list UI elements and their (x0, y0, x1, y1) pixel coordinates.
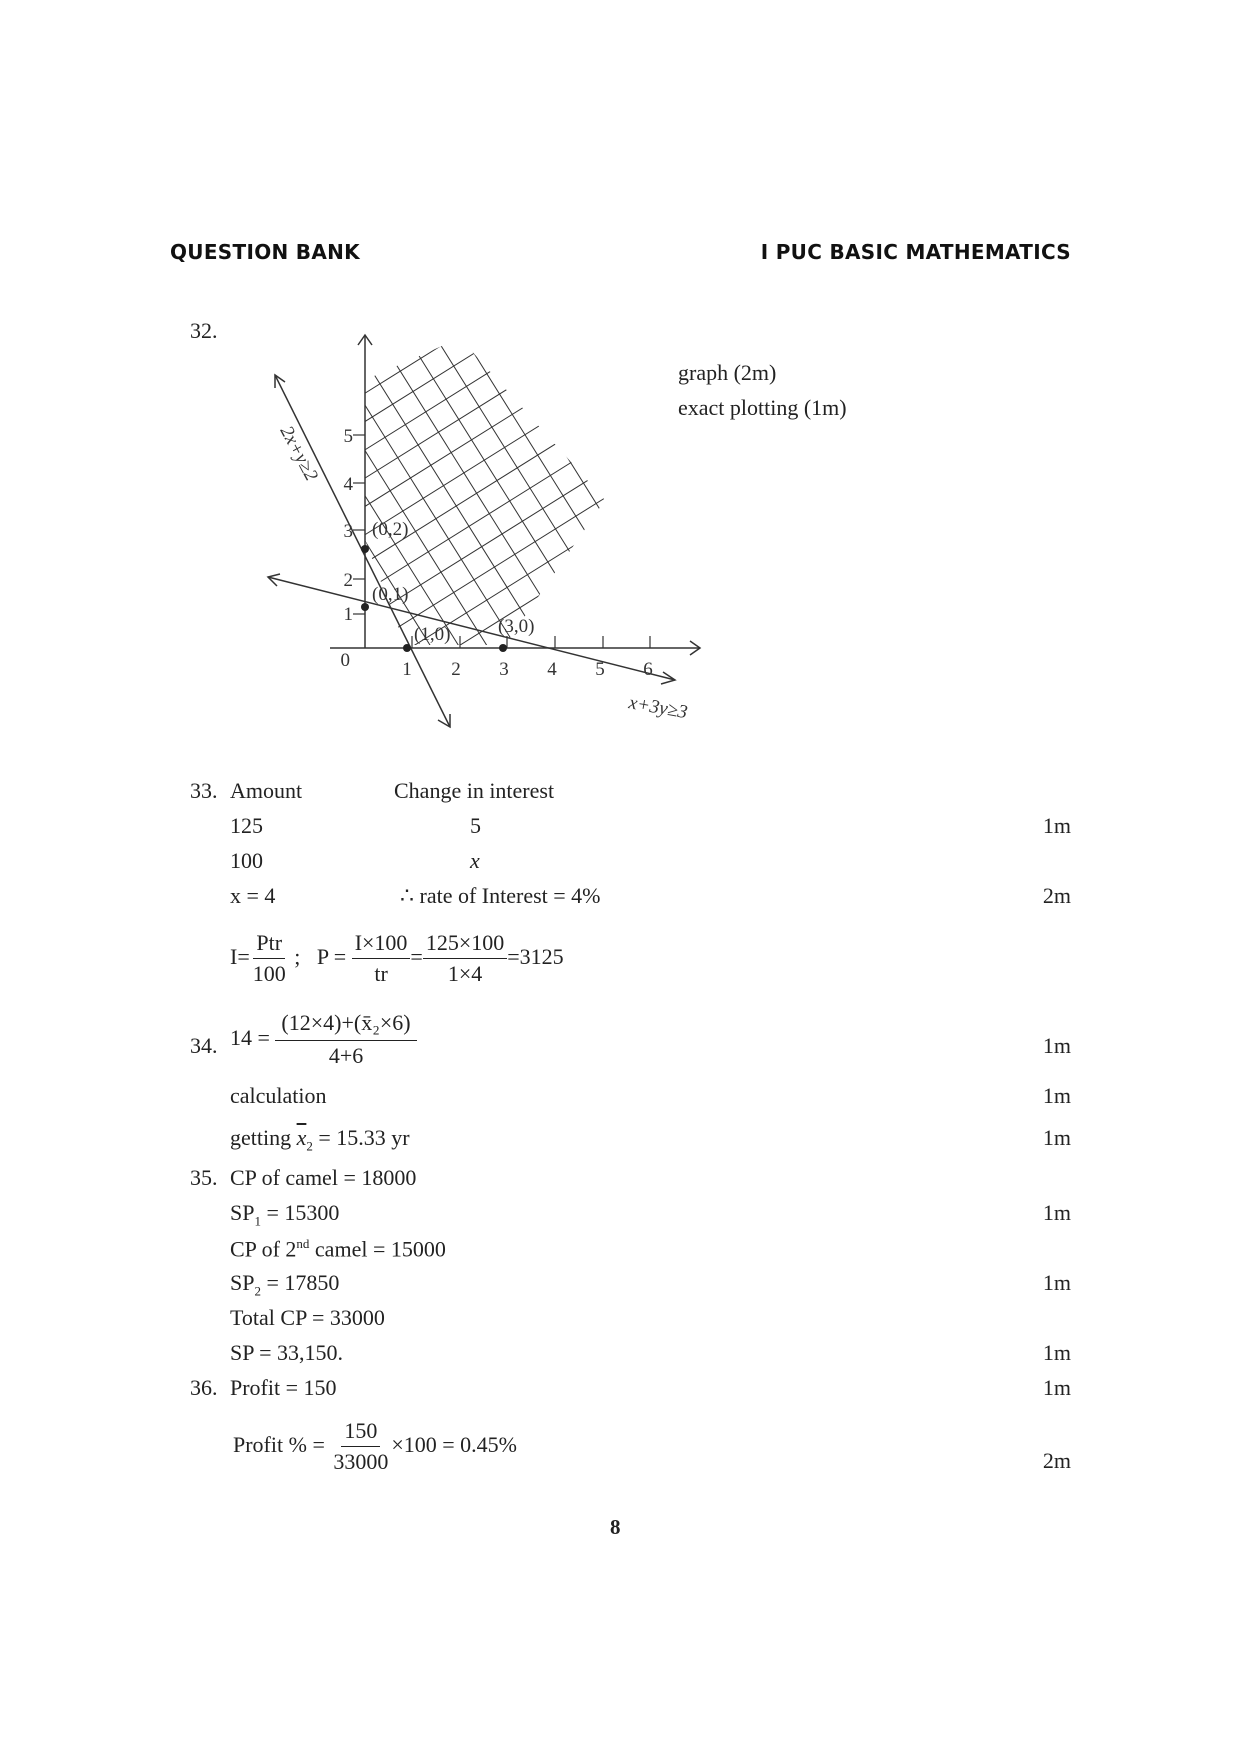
q36-profit: Profit = 150 (230, 1375, 337, 1400)
numerator: 150 (341, 1418, 380, 1447)
q34-calculation: calculation (230, 1083, 327, 1108)
numerator: (12×4)+(x̄₂×6) (275, 1010, 416, 1041)
q36-rest: ×100 = 0.45% (391, 1431, 517, 1457)
numerator: Ptr (253, 930, 285, 959)
q35-mark-3: 1m (1042, 1340, 1071, 1365)
q34-equation (230, 1010, 417, 1070)
q35-cp2-label: CP of 2 (230, 1236, 297, 1262)
q35-mark-2: 1m (1042, 1270, 1071, 1295)
q33-row3-mark: 2m (1042, 883, 1071, 908)
q33-row3-rate: ∴ rate of Interest = 4% (400, 883, 601, 908)
header-left: QUESTION BANK (170, 240, 360, 264)
formula-result: =3125 (507, 943, 564, 969)
denominator: tr (374, 961, 388, 987)
q35-sp1-label: SP (230, 1200, 255, 1225)
q33-row1-mark: 1m (1042, 813, 1071, 838)
q33-row3-x: x = 4 (230, 883, 276, 908)
y-tick-3: 3 (343, 521, 353, 542)
denominator: 1×4 (447, 961, 483, 987)
q35-mark-1: 1m (1042, 1200, 1071, 1225)
denominator: 33000 (333, 1449, 389, 1475)
q35-sp1-sub: 1 (254, 1213, 261, 1229)
q35-cp2-sup: nd (296, 1236, 310, 1251)
q34-getting-line (230, 1127, 410, 1152)
x-tick-4: 4 (547, 659, 557, 680)
q35-cp-camel: CP of camel = 18000 (230, 1165, 417, 1190)
point-label-0-1: (0,1) (372, 584, 409, 605)
q33-row2-change: x (470, 848, 480, 873)
x-tick-3: 3 (499, 659, 509, 680)
header-right: I PUC BASIC MATHEMATICS (760, 240, 1071, 264)
q34-mark-3: 1m (1042, 1125, 1071, 1150)
q35-cp2-value: camel = 15000 (309, 1236, 446, 1262)
point-label-1-0: (1,0) (414, 624, 451, 645)
q32-note-plotting: exact plotting (1m) (678, 395, 847, 420)
formula-i-lhs: I= (230, 943, 250, 969)
q32-graph (250, 330, 720, 750)
numerator: I×100 (352, 930, 411, 959)
q34-xbar-sub: 2 (306, 1138, 313, 1154)
denominator: 100 (252, 961, 286, 987)
q33-formula (230, 930, 564, 988)
numerator: 125×100 (423, 930, 507, 959)
q35-sp2-label: SP (230, 1270, 255, 1295)
q34-getting: getting (230, 1125, 292, 1150)
q32-number: 32. (190, 318, 218, 343)
formula-separator: ; (294, 943, 301, 969)
y-tick-2: 2 (343, 570, 353, 591)
line-x-plus-3y (268, 574, 675, 684)
feasible-region-hatch (250, 330, 720, 750)
q36-mark-1: 1m (1042, 1375, 1071, 1400)
point-label-0-2: (0,2) (372, 519, 409, 540)
q34-lhs: 14 = (230, 1024, 270, 1050)
fraction-i100-tr (352, 930, 411, 988)
q33-row1-change: 5 (470, 813, 481, 838)
line-label-2x-plus-y: 2x+y≥2 (275, 422, 322, 485)
q36-profit-percent (233, 1418, 517, 1476)
q35-sp2-line (230, 1272, 339, 1297)
q36-number: 36. (190, 1375, 218, 1400)
q33-row1-amount: 125 (230, 813, 263, 838)
point-label-3-0: (3,0) (498, 616, 535, 637)
q35-sp1-line (230, 1202, 339, 1227)
formula-p-lhs: P = (316, 943, 347, 969)
q35-sp-total: SP = 33,150. (230, 1340, 344, 1365)
q34-fraction (275, 1010, 416, 1070)
origin-label: 0 (340, 650, 350, 671)
q33-row2-amount: 100 (230, 848, 263, 873)
q36-fraction (330, 1418, 391, 1476)
x-tick-1: 1 (402, 659, 412, 680)
q36-mark-2: 2m (1042, 1448, 1071, 1473)
q35-sp2-sub: 2 (254, 1283, 261, 1299)
q34-mark-2: 1m (1042, 1083, 1071, 1108)
q35-number: 35. (190, 1165, 218, 1190)
x-tick-2: 2 (451, 659, 461, 680)
fraction-125x100-1x4 (423, 930, 507, 988)
q33-col2-header: Change in interest (394, 778, 555, 803)
y-tick-4: 4 (343, 474, 353, 495)
y-tick-1: 1 (343, 604, 353, 625)
q33-number: 33. (190, 778, 218, 803)
q34-number: 34. (190, 1033, 218, 1058)
q34-xbar: $\overline{x}$ (296, 1125, 307, 1150)
formula-eq: = (410, 943, 423, 969)
q36-pct-lhs: Profit % = (233, 1431, 325, 1457)
line-label-x-plus-3y: x+3y≥3 (627, 692, 690, 724)
q34-result: = 15.33 yr (318, 1125, 410, 1150)
q35-sp1-value: = 15300 (260, 1200, 340, 1225)
q33-col1-header: Amount (230, 778, 303, 803)
q35-total-cp: Total CP = 33000 (230, 1305, 385, 1330)
y-tick-5: 5 (343, 426, 353, 447)
denominator: 4+6 (328, 1043, 364, 1069)
q35-cp2-line (230, 1237, 446, 1260)
fraction-ptr-100 (250, 930, 289, 988)
page-number: 8 (610, 1515, 621, 1539)
q32-note-graph: graph (2m) (678, 360, 777, 385)
q34-mark-1: 1m (1042, 1033, 1071, 1058)
q35-sp2-value: = 17850 (260, 1270, 340, 1295)
x-tick-5: 5 (595, 659, 605, 680)
x-tick-6: 6 (643, 659, 653, 680)
